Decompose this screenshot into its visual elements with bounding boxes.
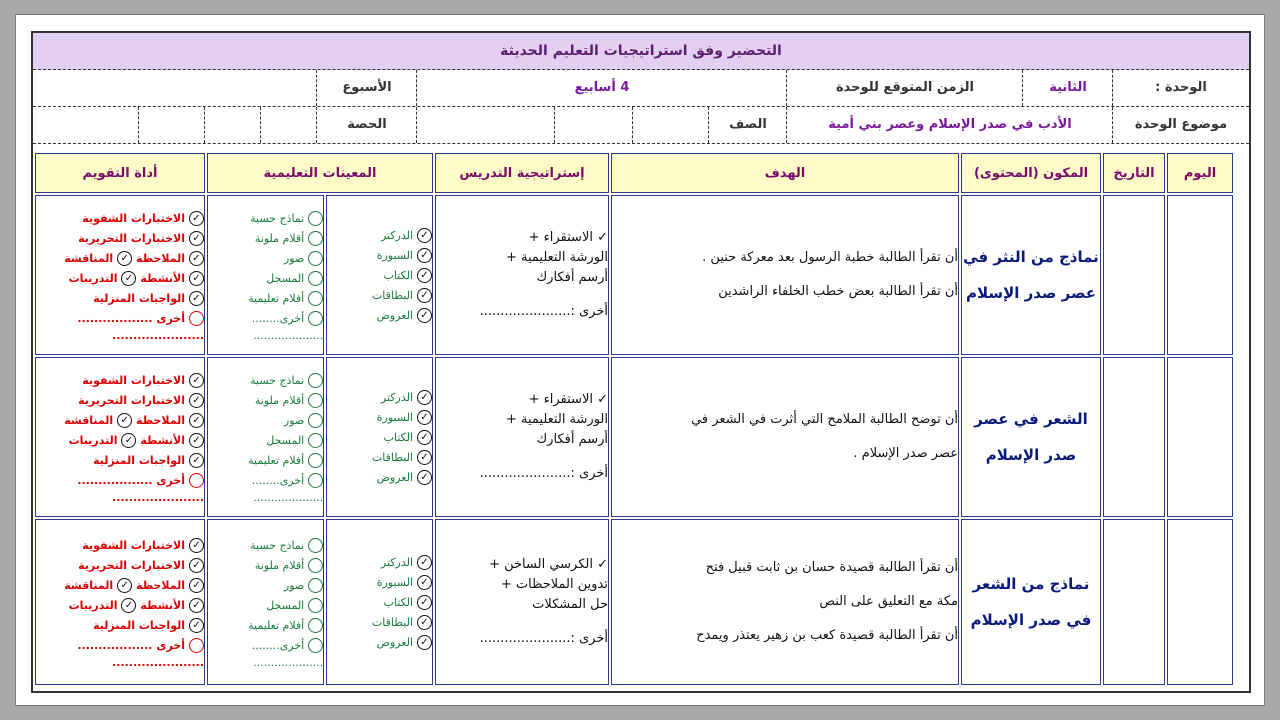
week-label: الأسبوع	[316, 70, 417, 106]
radio-icon	[189, 473, 204, 488]
check-icon: ✓	[417, 248, 432, 263]
strategy-line: أرسم أفكارك	[536, 432, 608, 447]
aid-option[interactable]: أقلام ملونة	[208, 229, 323, 249]
aid-item[interactable]: ✓ السبورة	[327, 572, 432, 592]
strategy-other: أخرى :......................	[479, 631, 608, 646]
component-cell	[961, 357, 1101, 517]
goal-line: أن توضح الطالبة الملامح التي أثرت في الشعر في	[691, 412, 958, 427]
strategy-cell	[435, 357, 609, 517]
check-icon: ✓	[417, 635, 432, 650]
check-icon: ✓	[417, 555, 432, 570]
eval-item[interactable]: ✓ الواجبات المنزلية	[36, 289, 204, 309]
aid-option[interactable]: صور	[208, 249, 323, 269]
topic-value: الأدب في صدر الإسلام وعصر بني أمية	[786, 107, 1113, 143]
aid-item[interactable]: ✓ البطاقات	[327, 285, 432, 305]
eval-item[interactable]: ✓ الأنشطة ✓ التدريبات	[36, 596, 204, 616]
radio-icon	[308, 598, 323, 613]
check-icon: ✓	[189, 598, 204, 613]
table-row	[35, 519, 1233, 685]
day-cell[interactable]	[1167, 519, 1233, 685]
check-icon: ✓	[117, 578, 132, 593]
goal-cell	[611, 357, 959, 517]
check-icon: ✓	[117, 251, 132, 266]
check-icon: ✓	[189, 538, 204, 553]
check-icon: ✓	[417, 470, 432, 485]
aid-option[interactable]: أفلام تعليمية	[208, 289, 323, 309]
aids-checked-cell	[326, 195, 433, 355]
radio-icon	[308, 433, 323, 448]
header-row-topic	[33, 107, 1249, 144]
check-icon: ✓	[189, 393, 204, 408]
radio-icon	[308, 453, 323, 468]
aid-option[interactable]: صور	[208, 411, 323, 431]
check-icon: ✓	[189, 558, 204, 573]
check-icon: ✓	[417, 575, 432, 590]
eval-item[interactable]: ✓ الاختبارات التحريرية	[36, 229, 204, 249]
aids-options-cell	[207, 519, 324, 685]
check-icon: ✓	[117, 413, 132, 428]
check-icon: ✓	[417, 595, 432, 610]
aid-option[interactable]: صور	[208, 576, 323, 596]
aid-option[interactable]: أقلام ملونة	[208, 391, 323, 411]
col-date: التاريخ	[1103, 153, 1165, 193]
date-cell[interactable]	[1103, 357, 1165, 517]
strategy-line: حل المشكلات	[532, 597, 608, 612]
table-row	[35, 195, 1233, 355]
strategy-other: أخرى :......................	[479, 304, 608, 319]
check-icon: ✓	[417, 410, 432, 425]
class-label: الصف	[708, 107, 787, 143]
aid-option[interactable]: المسجل	[208, 596, 323, 616]
aid-item[interactable]: ✓ العروض	[327, 467, 432, 487]
eval-cell	[35, 195, 205, 355]
radio-icon	[308, 413, 323, 428]
check-icon: ✓	[189, 578, 204, 593]
aid-option[interactable]: المسجل	[208, 269, 323, 289]
date-cell[interactable]	[1103, 519, 1165, 685]
eval-item[interactable]: ✓ الواجبات المنزلية	[36, 616, 204, 636]
eval-item[interactable]: أخرى ..................	[36, 636, 204, 656]
aid-option[interactable]: نماذج حسية	[208, 536, 323, 556]
week-value[interactable]	[33, 70, 317, 106]
component-line: صدر الإسلام	[985, 446, 1077, 464]
aid-option[interactable]: نماذج حسية	[208, 209, 323, 229]
radio-icon	[308, 311, 323, 326]
goal-line: أن تقرأ الطالبة بعض خطب الخلفاء الراشدين	[718, 284, 958, 299]
check-icon: ✓	[189, 271, 204, 286]
col-eval: أداة التقويم	[35, 153, 205, 193]
aid-item[interactable]: ✓ الكتاب	[327, 427, 432, 447]
component-line: نماذج من النثر في	[963, 248, 1099, 266]
aid-item[interactable]: ✓ السبورة	[327, 245, 432, 265]
aid-item[interactable]: ✓ البطاقات	[327, 447, 432, 467]
check-icon: ✓	[189, 618, 204, 633]
eval-item[interactable]: أخرى ..................	[36, 309, 204, 329]
aid-option[interactable]: أفلام تعليمية	[208, 616, 323, 636]
eval-item[interactable]: ✓ الأنشطة ✓ التدريبات	[36, 269, 204, 289]
check-icon: ✓	[189, 453, 204, 468]
check-icon: ✓	[189, 251, 204, 266]
col-strategy: إستراتيجية التدريس	[435, 153, 609, 193]
radio-icon	[308, 251, 323, 266]
goal-cell	[611, 195, 959, 355]
strategy-line: الورشة التعليمية +	[506, 412, 608, 427]
radio-icon	[308, 211, 323, 226]
aid-option[interactable]: أفلام تعليمية	[208, 451, 323, 471]
check-icon: ✓	[189, 231, 204, 246]
strategy-line: ✓ الاستقراء +	[528, 392, 608, 407]
date-cell[interactable]	[1103, 195, 1165, 355]
day-cell[interactable]	[1167, 357, 1233, 517]
aid-option[interactable]: أخرى........	[208, 636, 323, 656]
class-cell-2[interactable]	[554, 107, 633, 143]
eval-dots: ......................	[112, 328, 204, 342]
aids-options-cell	[207, 195, 324, 355]
goal-line: مكة مع التعليق على النص	[819, 594, 958, 609]
component-line: الشعر في عصر	[974, 410, 1088, 428]
aid-option[interactable]: المسجل	[208, 431, 323, 451]
radio-icon	[189, 311, 204, 326]
aids-dots: ....................	[253, 328, 324, 342]
eval-item[interactable]: ✓ الاختبارات الشفوية	[36, 371, 204, 391]
aids-checked-cell	[326, 519, 433, 685]
unit-value: الثانية	[1022, 70, 1113, 106]
aid-item[interactable]: ✓ الكتاب	[327, 265, 432, 285]
eval-item[interactable]: ✓ الاختبارات التحريرية	[36, 391, 204, 411]
period-label: الحصة	[316, 107, 417, 143]
check-icon: ✓	[189, 413, 204, 428]
plan-table	[33, 151, 1235, 687]
header-row-unit	[33, 70, 1249, 107]
radio-icon	[189, 638, 204, 653]
aid-option[interactable]: نماذج حسية	[208, 371, 323, 391]
period-cell-1[interactable]	[260, 107, 317, 143]
page-title: التحضير وفق استراتيجيات التعليم الحديثة	[33, 33, 1249, 70]
check-icon: ✓	[121, 598, 136, 613]
time-label: الزمن المتوقع للوحدة	[786, 70, 1023, 106]
eval-cell	[35, 357, 205, 517]
table-row	[35, 357, 1233, 517]
strategy-line: الورشة التعليمية +	[506, 250, 608, 265]
aids-dots: ....................	[253, 490, 324, 504]
aid-item[interactable]: ✓ البطاقات	[327, 612, 432, 632]
radio-icon	[308, 618, 323, 633]
aid-option[interactable]: أخرى........	[208, 471, 323, 491]
eval-item[interactable]: ✓ الواجبات المنزلية	[36, 451, 204, 471]
radio-icon	[308, 271, 323, 286]
eval-item[interactable]: ✓ الاختبارات التحريرية	[36, 556, 204, 576]
unit-label: الوحدة :	[1112, 70, 1249, 106]
check-icon: ✓	[417, 288, 432, 303]
eval-item[interactable]: ✓ الاختبارات الشفوية	[36, 209, 204, 229]
radio-icon	[308, 231, 323, 246]
eval-dots: ......................	[112, 655, 204, 669]
radio-icon	[308, 538, 323, 553]
aid-option[interactable]: أقلام ملونة	[208, 556, 323, 576]
day-cell[interactable]	[1167, 195, 1233, 355]
check-icon: ✓	[417, 268, 432, 283]
goal-line: عصر صدر الإسلام .	[853, 446, 958, 461]
aid-item[interactable]: ✓ الدركتر	[327, 387, 432, 407]
eval-item[interactable]: ✓ الاختبارات الشفوية	[36, 536, 204, 556]
aid-item[interactable]: ✓ الدركتر	[327, 225, 432, 245]
period-cell-3[interactable]	[138, 107, 205, 143]
check-icon: ✓	[189, 433, 204, 448]
component-line: عصر صدر الإسلام	[965, 284, 1097, 302]
check-icon: ✓	[121, 271, 136, 286]
class-cell-3[interactable]	[416, 107, 555, 143]
class-cell-1[interactable]	[632, 107, 709, 143]
radio-icon	[308, 638, 323, 653]
period-cell-4[interactable]	[33, 107, 139, 143]
check-icon: ✓	[417, 615, 432, 630]
topic-label: موضوع الوحدة	[1112, 107, 1249, 143]
radio-icon	[308, 291, 323, 306]
check-icon: ✓	[417, 390, 432, 405]
eval-item[interactable]: أخرى ..................	[36, 471, 204, 491]
aid-item[interactable]: ✓ العروض	[327, 305, 432, 325]
eval-item[interactable]: ✓ الملاحظة ✓ المناقشة	[36, 411, 204, 431]
aid-item[interactable]: ✓ السبورة	[327, 407, 432, 427]
goal-cell	[611, 519, 959, 685]
strategy-line: أرسم أفكارك	[536, 270, 608, 285]
eval-item[interactable]: ✓ الملاحظة ✓ المناقشة	[36, 249, 204, 269]
radio-icon	[308, 393, 323, 408]
time-value: 4 أسابيع	[416, 70, 787, 106]
check-icon: ✓	[417, 430, 432, 445]
strategy-line: ✓ الكرسي الساخن +	[489, 557, 608, 572]
component-line: نماذج من الشعر	[972, 575, 1090, 593]
eval-dots: ......................	[112, 490, 204, 504]
component-cell	[961, 519, 1101, 685]
col-component: المكون (المحتوى)	[961, 153, 1101, 193]
eval-cell	[35, 519, 205, 685]
aids-checked-cell	[326, 357, 433, 517]
check-icon: ✓	[417, 228, 432, 243]
eval-item[interactable]: ✓ الملاحظة ✓ المناقشة	[36, 576, 204, 596]
strategy-line: ✓ الاستقراء +	[528, 230, 608, 245]
aid-item[interactable]: ✓ العروض	[327, 632, 432, 652]
goal-line: أن تقرأ الطالبة قصيدة حسان بن ثابت قبيل فتح	[705, 560, 958, 575]
aids-dots: ....................	[253, 655, 324, 669]
check-icon: ✓	[189, 373, 204, 388]
strategy-other: أخرى :......................	[479, 466, 608, 481]
check-icon: ✓	[417, 450, 432, 465]
strategy-line: تدوين الملاحظات +	[500, 577, 608, 592]
goal-line: أن تقرأ الطالبة قصيدة كعب بن زهير يعتذر ويمدح	[696, 628, 958, 643]
radio-icon	[308, 473, 323, 488]
period-cell-2[interactable]	[204, 107, 261, 143]
eval-item[interactable]: ✓ الأنشطة ✓ التدريبات	[36, 431, 204, 451]
col-aids: المعينات التعليمية	[207, 153, 433, 193]
component-cell	[961, 195, 1101, 355]
check-icon: ✓	[189, 291, 204, 306]
lesson-plan-frame	[31, 31, 1251, 693]
aids-options-cell	[207, 357, 324, 517]
col-day: اليوم	[1167, 153, 1233, 193]
strategy-cell	[435, 195, 609, 355]
aid-item[interactable]: ✓ الكتاب	[327, 592, 432, 612]
aid-option[interactable]: أخرى........	[208, 309, 323, 329]
goal-line: أن تقرأ الطالبة خطبة الرسول بعد معركة حنين .	[702, 250, 958, 265]
radio-icon	[308, 578, 323, 593]
strategy-cell	[435, 519, 609, 685]
component-line: في صدر الإسلام	[970, 611, 1092, 629]
aid-item[interactable]: ✓ الدركتر	[327, 552, 432, 572]
check-icon: ✓	[121, 433, 136, 448]
page-sheet	[15, 14, 1265, 706]
col-goal: الهدف	[611, 153, 959, 193]
radio-icon	[308, 373, 323, 388]
radio-icon	[308, 558, 323, 573]
check-icon: ✓	[417, 308, 432, 323]
table-header-row	[35, 153, 1233, 193]
check-icon: ✓	[189, 211, 204, 226]
